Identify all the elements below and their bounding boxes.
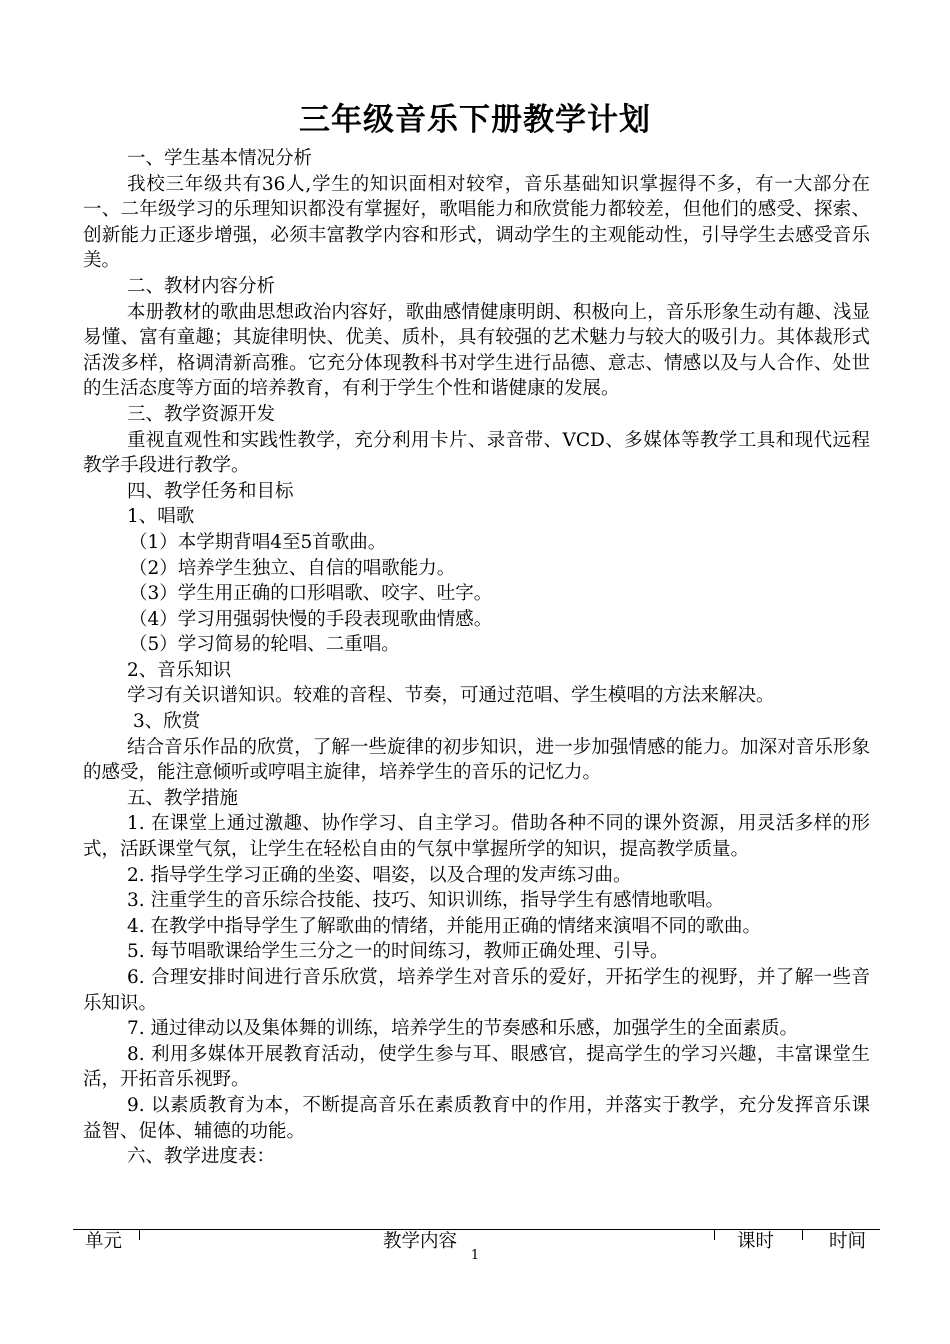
section-body-1: 我校三年级共有36人,学生的知识面相对较窄，音乐基础知识掌握得不多，有一大部分在一、二年级学习的乐理知识都没有掌握好，歌唱能力和欣赏能力都较差，但他们的感受、探索、创新能力正逐步增强，必须丰富教学内容和形式，调动学生的主观能动性，引导学生去感受音乐美。 bbox=[83, 173, 870, 272]
measure-item: 8. 利用多媒体开展教育活动，使学生参与耳、眼感官，提高学生的学习兴趣，丰富课堂生活，开拓音乐视野。 bbox=[83, 1043, 870, 1091]
measure-item: 3. 注重学生的音乐综合技能、技巧、知识训练，指导学生有感情地歌唱。 bbox=[127, 890, 725, 912]
section-heading-4: 四、教学任务和目标 bbox=[127, 480, 294, 502]
goal-item: （5）学习简易的轮唱、二重唱。 bbox=[129, 634, 400, 656]
measure-item: 5. 每节唱歌课给学生三分之一的时间练习，教师正确处理、引导。 bbox=[127, 941, 669, 963]
section-heading-6: 六、教学进度表： bbox=[127, 1146, 276, 1168]
table-header-hours: 课时 bbox=[737, 1231, 775, 1252]
table-divider bbox=[802, 1230, 803, 1240]
section-heading-3: 三、教学资源开发 bbox=[127, 403, 276, 425]
goal-item: （3）学生用正确的口形唱歌、咬字、吐字。 bbox=[129, 583, 493, 605]
section-heading-1: 一、学生基本情况分析 bbox=[127, 148, 313, 169]
table-divider bbox=[139, 1230, 140, 1240]
section-body-2: 本册教材的歌曲思想政治内容好，歌曲感情健康明朗、积极向上，音乐形象生动有趣、浅显易懂、富有童趣；其旋律明快、优美、质朴，具有较强的艺术魅力与较大的吸引力。其体裁形式活泼多样，格调清新高雅。它充分体现教科书对学生进行品德、意志、情感以及与人合作、处世的生活态度等方面的培养教育，有利于学生个性和谐健康的发展。 bbox=[83, 301, 870, 400]
subsection-appreciation-body: 结合音乐作品的欣赏，了解一些旋律的初步知识，进一步加强情感的能力。加深对音乐形象的感受，能注意倾听或哼唱主旋律，培养学生的音乐的记忆力。 bbox=[83, 736, 870, 784]
measure-item: 9. 以素质教育为本，不断提高音乐在素质教育中的作用，并落实于教学，充分发挥音乐课益智、促体、辅德的功能。 bbox=[83, 1094, 870, 1142]
subsection-music-knowledge: 2、音乐知识 bbox=[127, 659, 232, 681]
subsection-singing: 1、唱歌 bbox=[127, 506, 195, 528]
section-heading-2: 二、教材内容分析 bbox=[127, 275, 276, 297]
table-header-content: 教学内容 bbox=[383, 1231, 458, 1252]
subsection-music-knowledge-body: 学习有关识谱知识。较难的音程、节奏，可通过范唱、学生模唱的方法来解决。 bbox=[127, 685, 775, 707]
section-heading-5: 五、教学措施 bbox=[127, 787, 239, 809]
measure-item: 4. 在教学中指导学生了解歌曲的情绪，并能用正确的情绪来演唱不同的歌曲。 bbox=[127, 915, 762, 937]
table-header-time: 时间 bbox=[829, 1231, 867, 1252]
measure-item: 1. 在课堂上通过激趣、协作学习、自主学习。借助各种不同的课外资源，用灵活多样的形式，活跃课堂气氛，让学生在轻松自由的气氛中掌握所学的知识，提高教学质量。 bbox=[83, 813, 870, 861]
goal-item: （2）培养学生独立、自信的唱歌能力。 bbox=[129, 557, 456, 579]
document-title: 三年级音乐下册教学计划 bbox=[299, 102, 651, 138]
measure-item: 2. 指导学生学习正确的坐姿、唱姿，以及合理的发声练习曲。 bbox=[127, 864, 632, 886]
subsection-appreciation: 3、欣赏 bbox=[133, 711, 201, 733]
goal-item: （1）本学期背唱4至5首歌曲。 bbox=[129, 531, 387, 553]
measure-item: 7. 通过律动以及集体舞的训练，培养学生的节奏感和乐感，加强学生的全面素质。 bbox=[127, 1018, 799, 1040]
table-header-unit: 单元 bbox=[85, 1231, 123, 1252]
table-divider bbox=[714, 1230, 715, 1240]
page-number: 1 bbox=[470, 1248, 480, 1263]
document-body bbox=[83, 146, 870, 1170]
goal-item: （4）学习用强弱快慢的手段表现歌曲情感。 bbox=[129, 608, 493, 630]
section-body-3: 重视直观性和实践性教学，充分利用卡片、录音带、VCD、多媒体等教学工具和现代远程教学手段进行教学。 bbox=[83, 429, 870, 477]
measure-item: 6. 合理安排时间进行音乐欣赏，培养学生对音乐的爱好，开拓学生的视野，并了解一些音乐知识。 bbox=[83, 967, 870, 1014]
